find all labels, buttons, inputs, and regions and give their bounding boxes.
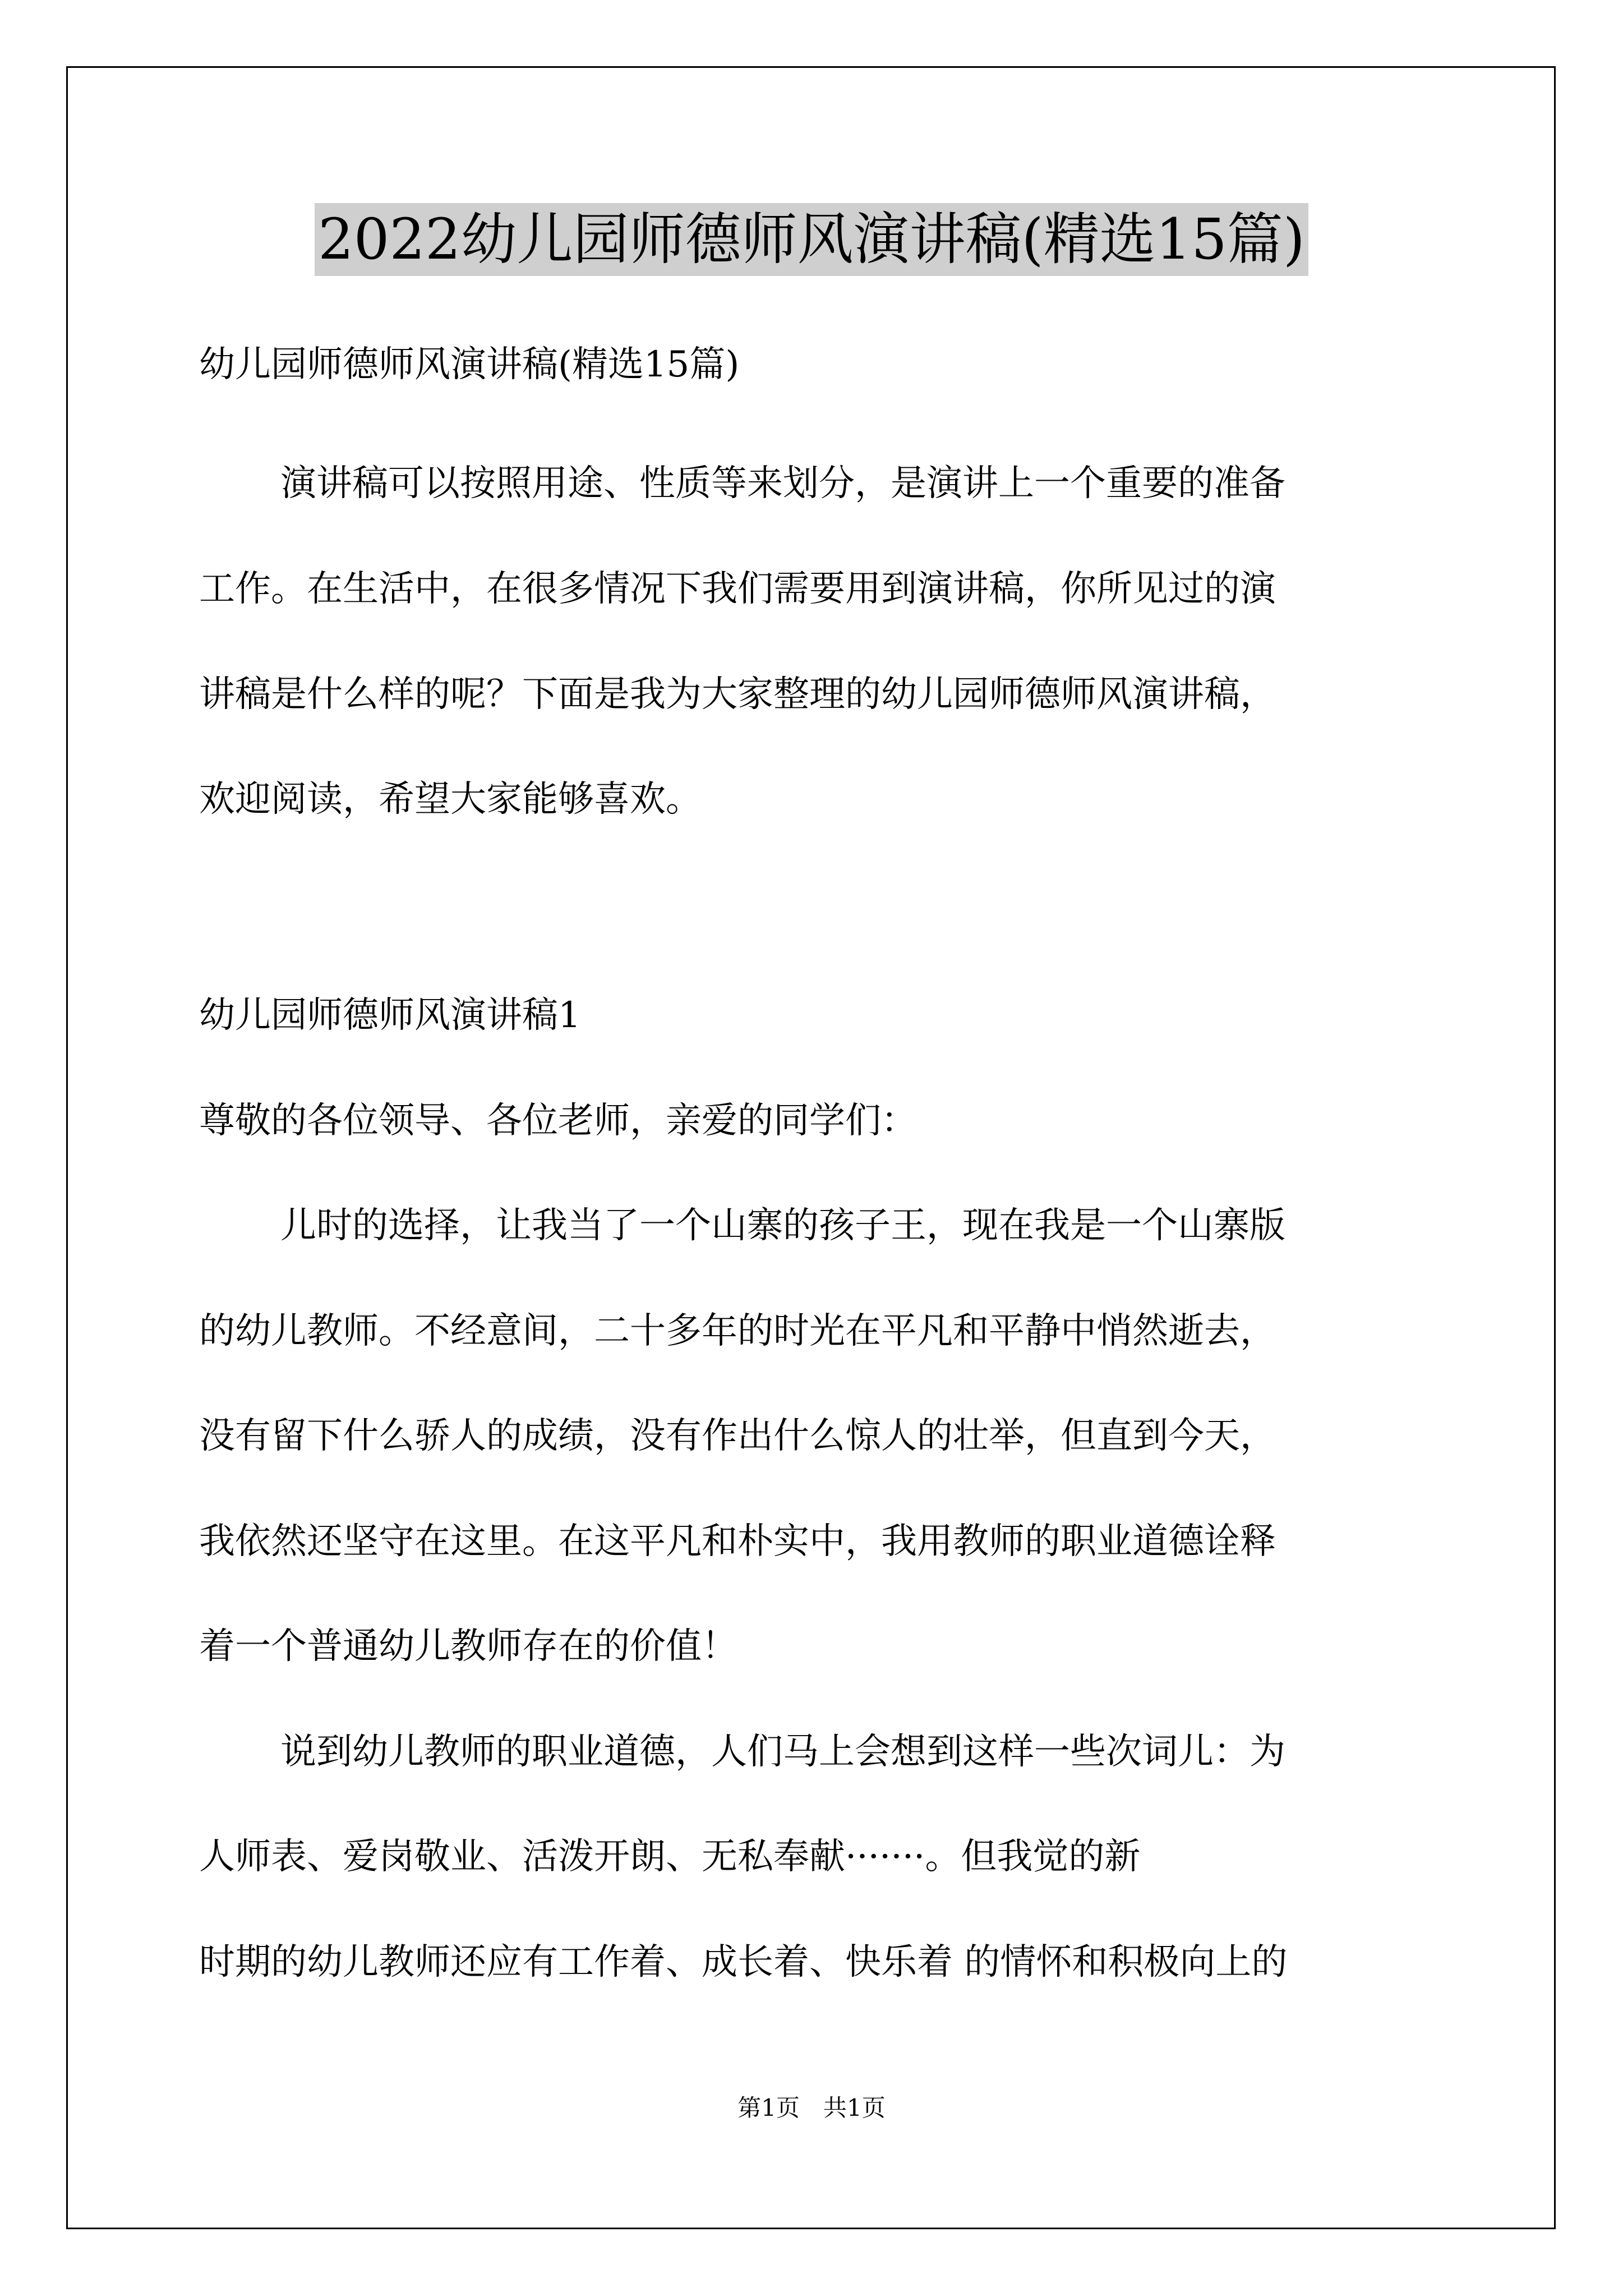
subtitle-line: 幼儿园师德师风演讲稿(精选15篇) xyxy=(199,344,740,385)
section-heading: 幼儿园师德师风演讲稿1 xyxy=(199,995,581,1036)
paragraph-line: 人师表、爱岗敬业、活泼开朗、无私奉献·······。但我觉的新 xyxy=(199,1836,1141,1878)
paragraph-line: 工作。在生活中，在很多情况下我们需要用到演讲稿，你所见过的演 xyxy=(199,568,1276,610)
title-container xyxy=(0,203,1623,276)
paragraph-line: 没有留下什么骄人的成绩，没有作出什么惊人的壮举，但直到今天， xyxy=(199,1415,1276,1457)
paragraph-line: 讲稿是什么样的呢？下面是我为大家整理的幼儿园师德师风演讲稿， xyxy=(199,674,1276,715)
paragraph-line: 欢迎阅读，希望大家能够喜欢。 xyxy=(199,779,702,820)
paragraph-line: 的幼儿教师。不经意间，二十多年的时光在平凡和平静中悄然逝去， xyxy=(199,1310,1276,1352)
salutation-line: 尊敬的各位领导、各位老师，亲爱的同学们： xyxy=(199,1100,917,1142)
paragraph-line: 我依然还坚守在这里。在这平凡和朴实中，我用教师的职业道德诠释 xyxy=(199,1521,1276,1562)
paragraph-line: 着一个普通幼儿教师存在的价值！ xyxy=(199,1626,737,1667)
paragraph-line: 演讲稿可以按照用途、性质等来划分，是演讲上一个重要的准备 xyxy=(280,463,1285,504)
paragraph-line: 说到幼儿教师的职业道德，人们马上会想到这样一些次词儿：为 xyxy=(280,1731,1285,1773)
paragraph-line: 儿时的选择，让我当了一个山寨的孩子王，现在我是一个山寨版 xyxy=(280,1205,1285,1246)
page-border xyxy=(66,66,1556,2229)
page-footer: 第1页 共1页 xyxy=(737,2094,886,2122)
document-title: 2022幼儿园师德师风演讲稿(精选15篇) xyxy=(315,203,1308,276)
paragraph-line: 时期的幼儿教师还应有工作着、成长着、快乐着 的情怀和积极向上的 xyxy=(199,1941,1288,1983)
